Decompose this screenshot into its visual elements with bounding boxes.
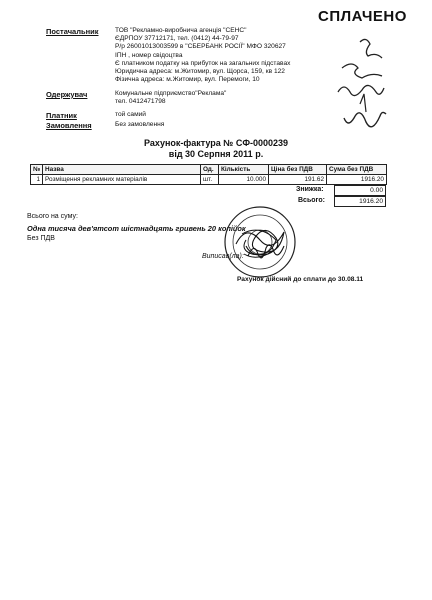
supplier-label: Постачальник bbox=[46, 27, 99, 36]
supplier-line: Р/р 26001013003599 в "СБЕРБАНК РОСІЇ" МФО 320627 bbox=[115, 43, 286, 51]
supplier-line: Юридична адреса: м.Житомир, вул. Щорса, 159, кв 122 bbox=[115, 68, 285, 76]
total-value: 1916.20 bbox=[334, 196, 386, 207]
total-label: Всього: bbox=[298, 197, 325, 204]
recipient-line: тел. 0412471798 bbox=[115, 98, 166, 106]
item-sum: 1916.20 bbox=[327, 175, 387, 185]
sum-label: Всього на суму: bbox=[27, 213, 78, 220]
item-quantity: 10.000 bbox=[219, 175, 269, 185]
signer-label: Виписав(ла): bbox=[202, 253, 244, 260]
vat-note: Без ПДВ bbox=[27, 235, 55, 242]
invoice-title: Рахунок-фактура № СФ-0000239 bbox=[143, 138, 289, 148]
signature bbox=[246, 240, 290, 262]
column-header: Сума без ПДВ bbox=[327, 165, 387, 175]
invoice-date: від 30 Серпня 2011 р. bbox=[168, 149, 264, 159]
table-row bbox=[31, 175, 387, 185]
supplier-line: ТОВ "Рекламно-виробнича агенція "СЕНС" bbox=[115, 27, 247, 34]
paid-stamp: СПЛАЧЕНО bbox=[318, 8, 407, 25]
validity-note: Рахунок дійсний до сплати до 30.08.11 bbox=[237, 276, 364, 283]
item-name: Розміщення рекламних матеріалів bbox=[43, 175, 201, 185]
supplier-line: Є платником податку на прибуток на загальних підставах bbox=[115, 59, 291, 67]
discount-value: 0.00 bbox=[334, 185, 386, 196]
recipient-line: Комунальне підприємство"Реклама" bbox=[115, 90, 227, 97]
supplier-line: Фізична адреса: м.Житомир, вул. Перемоги, 10 bbox=[115, 76, 260, 84]
column-header: Назва bbox=[43, 165, 201, 175]
order-label: Замовлення bbox=[46, 121, 92, 130]
sum-in-words: Одна тисяча дев'ятсот шістнадцять гривень 20 копійок bbox=[27, 224, 246, 233]
row-number: 1 bbox=[31, 175, 43, 185]
column-header: Од. bbox=[201, 165, 219, 175]
supplier-line: ІПН , номер свідоцтва bbox=[115, 51, 183, 59]
recipient-details bbox=[115, 90, 226, 106]
recipient-label: Одержувач bbox=[46, 90, 88, 99]
discount-label: Знижка: bbox=[296, 186, 324, 193]
column-header: № bbox=[31, 165, 43, 175]
items-table bbox=[30, 164, 387, 185]
column-header: Кількість bbox=[219, 165, 269, 175]
table-header-row bbox=[31, 165, 387, 175]
payer-label: Платник bbox=[46, 111, 77, 120]
supplier-line: ЄДРПОУ 37712171, тел. (0412) 44-79-97 bbox=[115, 35, 239, 43]
order-value: Без замовлення bbox=[115, 121, 165, 128]
column-header: Ціна без ПДВ bbox=[269, 165, 327, 175]
supplier-details bbox=[115, 27, 290, 84]
payer-value: той самий bbox=[115, 111, 146, 118]
item-unit: шт. bbox=[201, 175, 219, 185]
item-price: 191.62 bbox=[269, 175, 327, 185]
handwritten-note bbox=[330, 34, 390, 144]
